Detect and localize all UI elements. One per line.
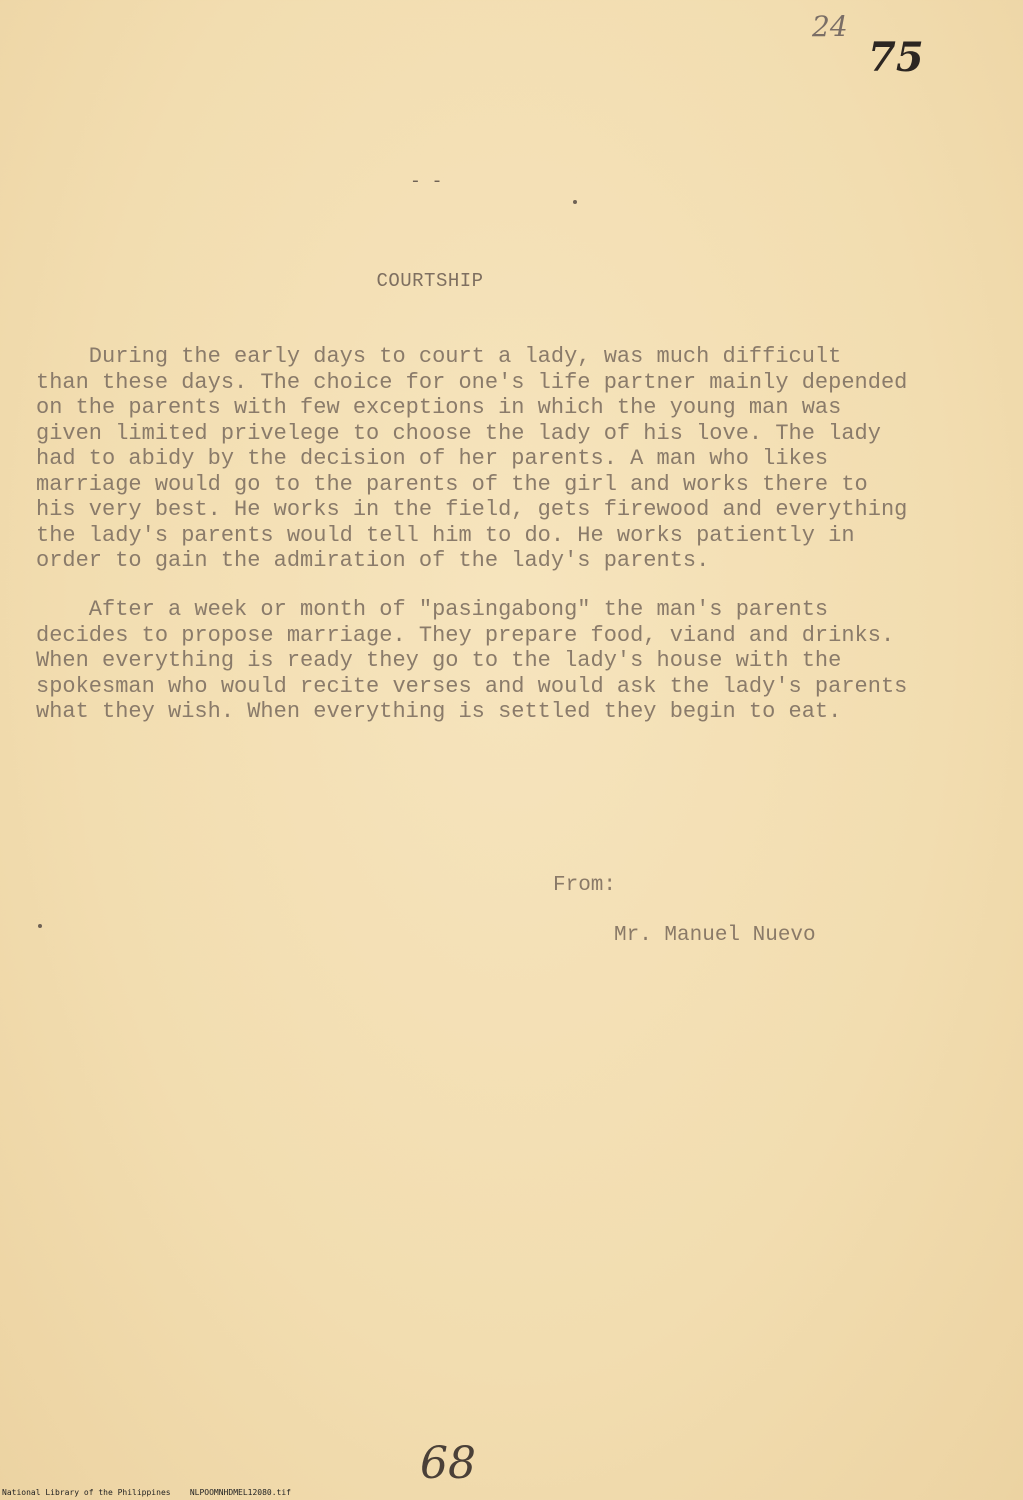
ink-dot bbox=[573, 200, 577, 204]
handwritten-page-number-75: 75 bbox=[868, 34, 924, 81]
typed-dash-mark: - - bbox=[410, 172, 443, 192]
document-title: COURTSHIP bbox=[376, 270, 484, 292]
author-name: Mr. Manuel Nuevo bbox=[614, 924, 816, 947]
handwritten-page-number-68: 68 bbox=[420, 1438, 476, 1489]
paragraph-1: During the early days to court a lady, was much difficult than these days. The choice for one's life partner mainly depended on the parents with few exceptions in which the young man was given limited privelege to choose the lady of his love. The lady had to abidy by the decision of her parents. A man who likes marriage would go to the parents of the girl and works there to his very best. He works in the field, gets firewood and everything the lady's parents would tell him to do. He works patiently in order to gain the admiration of the lady's parents. bbox=[36, 344, 908, 573]
archive-footer: National Library of the Philippines NLPOOMNHDMEL12080.tif bbox=[2, 1488, 291, 1497]
paragraph-2: After a week or month of "pasingabong" the man's parents decides to propose marriage. They prepare food, viand and drinks. When everything is ready they go to the lady's house with the spokesman who would recite verses and would ask the lady's parents what they wish. When everything is settled they begin to eat. bbox=[36, 597, 908, 724]
ink-dot bbox=[38, 924, 42, 928]
handwritten-page-number-24: 24 bbox=[812, 10, 848, 43]
from-label: From: bbox=[553, 874, 617, 897]
